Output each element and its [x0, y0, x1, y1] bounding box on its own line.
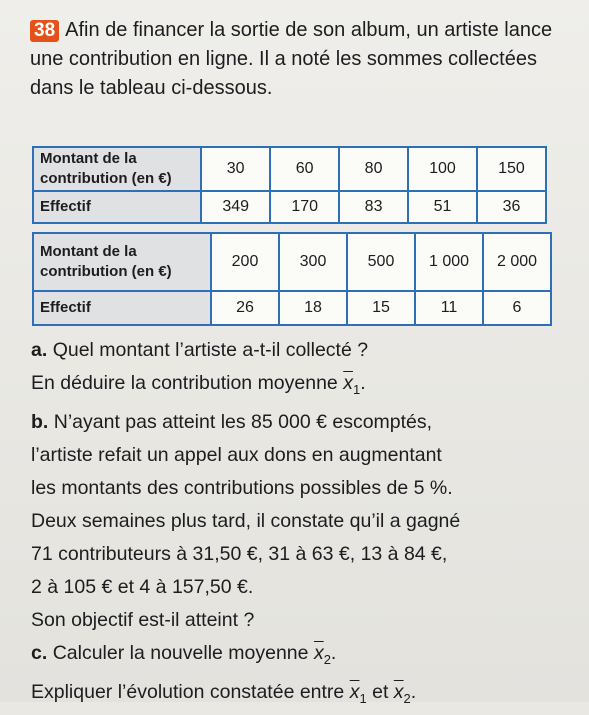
count-cell: 36 — [477, 191, 546, 223]
exercise-intro — [30, 16, 578, 103]
question-a-followup: En déduire la contribution moyenne $\overline{x}_1$. — [31, 372, 366, 397]
count-cell: 15 — [347, 291, 415, 325]
amount-cell: 500 — [347, 233, 415, 291]
contribution-table-1 — [32, 146, 547, 224]
header-count: Effectif — [33, 291, 211, 325]
question-b-line: 2 à 105 € et 4 à 157,50 €. — [31, 575, 254, 598]
amount-cell: 1 000 — [415, 233, 483, 291]
x-bar-symbol: $\overline{x}$ — [313, 641, 324, 664]
table-row-counts — [33, 191, 546, 223]
question-b-line: Deux semaines plus tard, il constate qu’il a gagné — [31, 509, 461, 532]
count-cell: 11 — [415, 291, 483, 325]
exercise-number-badge: 38 — [30, 20, 59, 42]
question-b-line: b. N’ayant pas atteint les 85 000 € escomptés, — [31, 410, 433, 433]
count-cell: 170 — [270, 191, 339, 223]
questions-block — [31, 334, 579, 715]
table-row-counts — [33, 291, 551, 325]
question-b-line: les montants des contributions possibles de 5 %. — [31, 476, 453, 499]
count-cell: 51 — [408, 191, 477, 223]
count-cell: 18 — [279, 291, 347, 325]
amount-cell: 30 — [201, 147, 270, 191]
amount-cell: 200 — [211, 233, 279, 291]
header-count: Effectif — [33, 191, 201, 223]
intro-text: Afin de financer la sortie de son album, un artiste lance une contribution en ligne. Il a noté les sommes collectées dans le tableau ci-dessous. — [30, 19, 553, 99]
amount-cell: 150 — [477, 147, 546, 191]
count-cell: 26 — [211, 291, 279, 325]
question-a: a. Quel montant l’artiste a-t-il collecté ? — [31, 339, 369, 361]
amount-cell: 300 — [279, 233, 347, 291]
contribution-table-2 — [32, 232, 552, 326]
count-cell: 349 — [201, 191, 270, 223]
x-bar-symbol: $\overline{x}$ — [343, 372, 353, 394]
question-b-line: Son objectif est-il atteint ? — [31, 608, 255, 631]
count-cell: 6 — [483, 291, 551, 325]
table-row-amounts — [33, 147, 546, 191]
amount-cell: 80 — [339, 147, 408, 191]
amount-cell: 100 — [408, 147, 477, 191]
header-amount: Montant de la contribution (en €) — [33, 233, 211, 291]
question-b-line: 71 contributeurs à 31,50 €, 31 à 63 €, 13 à 84 €, — [31, 542, 448, 565]
amount-cell: 2 000 — [483, 233, 551, 291]
amount-cell: 60 — [270, 147, 339, 191]
question-c: c. Calculer la nouvelle moyenne $\overline{x}_2$. — [31, 641, 337, 667]
table-row-amounts — [33, 233, 551, 291]
question-c-followup: Expliquer l’évolution constatée entre $\overline{x}_1$ et $\overline{x}_2$. — [31, 680, 417, 706]
question-b-line: l’artiste refait un appel aux dons en augmentant — [31, 443, 442, 466]
x-bar-symbol: $\overline{x}$ — [349, 680, 360, 703]
x-bar-symbol: $\overline{x}$ — [393, 680, 404, 703]
count-cell: 83 — [339, 191, 408, 223]
header-amount: Montant de la contribution (en €) — [33, 147, 201, 191]
